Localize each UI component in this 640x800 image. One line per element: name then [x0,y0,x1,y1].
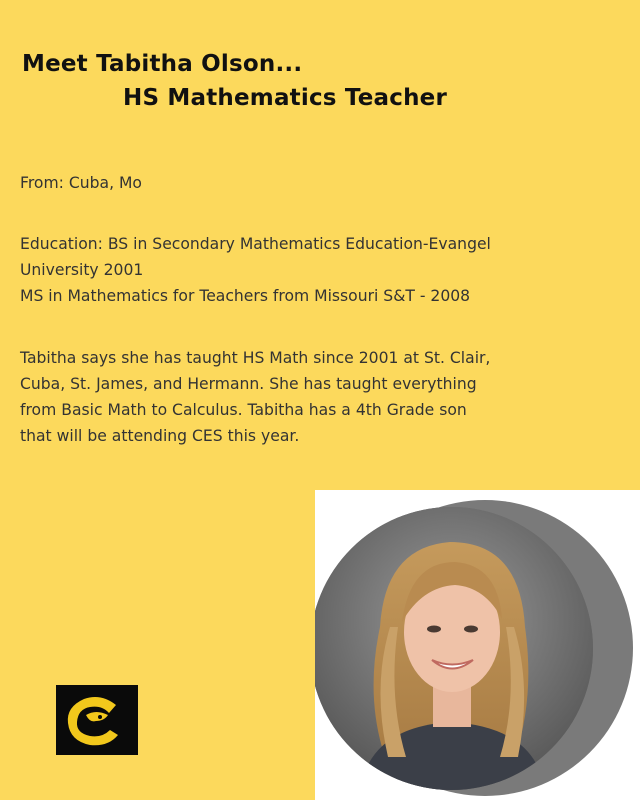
logo-graphic [56,685,138,755]
bio-line: that will be attending CES this year. [20,427,300,445]
bio-line: Tabitha says she has taught HS Math since 2001 at St. Clair, [20,349,491,367]
page-subtitle: HS Mathematics Teacher [123,85,447,111]
portrait-illustration [315,507,593,790]
hometown-text: From: Cuba, Mo [20,174,142,192]
cougar-c-logo-icon [56,685,138,755]
education-line: MS in Mathematics for Teachers from Missouri S&T - 2008 [20,287,471,305]
page-title: Meet Tabitha Olson... [22,51,303,77]
bio-line: from Basic Math to Calculus. Tabitha has a 4th Grade son [20,401,467,419]
education-line: Education: BS in Secondary Mathematics Education-Evangel [20,235,491,253]
education-block [20,231,625,309]
teacher-portrait-photo [315,507,593,790]
bio-paragraph [20,345,625,449]
bio-line: Cuba, St. James, and Hermann. She has taught everything [20,375,477,393]
photo-frame [315,490,640,800]
education-line: University 2001 [20,261,144,279]
